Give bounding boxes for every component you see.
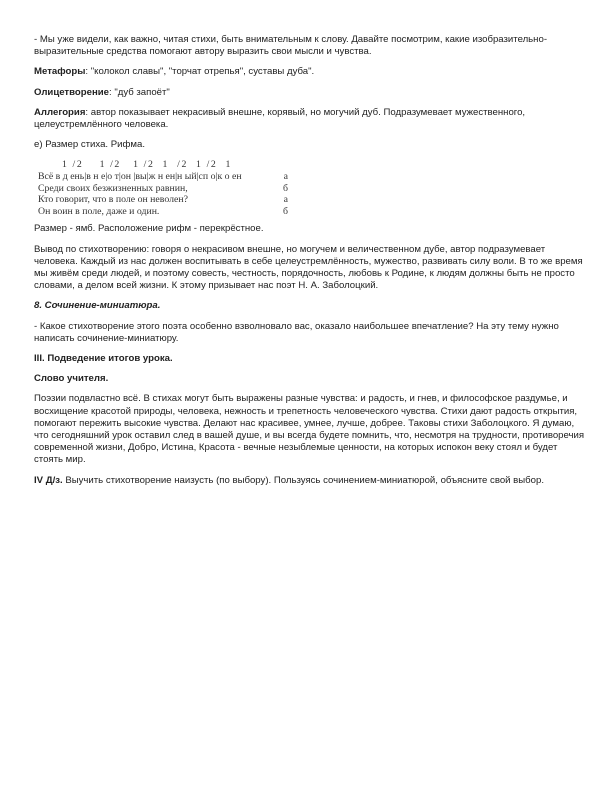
teacher-heading: Слово учителя. bbox=[34, 373, 109, 385]
metaphors-text: : "колокол славы", "торчат отрепья", суставы дуба". bbox=[85, 66, 315, 78]
essay-paragraph: - Какое стихотворение этого поэта особенно взволновало вас, оказало наибольшее впечатление? На эту тему нужно написать сочинение-миниатюру. bbox=[34, 320, 559, 344]
metaphors-paragraph bbox=[34, 66, 586, 78]
essay-heading: 8. Сочинение-миниатюра. bbox=[34, 300, 161, 312]
rhyme-mark: б bbox=[283, 182, 288, 194]
personification-text: : "дуб запоёт" bbox=[109, 86, 170, 98]
metaphors-label: Метафоры bbox=[34, 66, 86, 78]
rhyme-mark: а bbox=[283, 194, 288, 206]
verse-row bbox=[38, 183, 288, 195]
verse-row bbox=[38, 171, 288, 183]
allegory-paragraph bbox=[34, 107, 586, 131]
meter-heading: е) Размер стиха. Рифма. bbox=[34, 139, 145, 151]
conclusion-paragraph: Вывод по стихотворению: говоря о некрасивом внешне, но могучем и величественном дубе, автор подразумевает человека. Каждый из нас должен воспитывать в себе целеустремлённость, мужество, развивать силу воли. В то же время мы живём среди людей, и поэтому совесть, честность, порядочность, любовь к Родине, к людям должны быть не просто словами, а делом всей жизни. К этому призывает нас поэт Н. А. Заболоцкий. bbox=[34, 243, 583, 292]
verse-row bbox=[38, 194, 288, 206]
rhyme-mark: а bbox=[283, 171, 288, 183]
rhyme-mark: б bbox=[283, 205, 288, 217]
verse-row bbox=[38, 206, 288, 218]
homework-text: Выучить стихотворение наизусть (по выбору). Пользуясь сочинением-миниатюрой, объясните свой выбор. bbox=[62, 474, 545, 486]
allegory-text: : автор показывает некрасивый внешне, корявый, но могучий дуб. Подразумевает мужественного, целеустремлённого человека. bbox=[34, 106, 526, 131]
intro-paragraph: - Мы уже видели, как важно, читая стихи, быть внимательным к слову. Давайте посмотрим, какие изобразительно-выразительные средства помогают автору выразить свои мысли и чувства. bbox=[34, 34, 548, 58]
allegory-label: Аллегория bbox=[34, 106, 86, 118]
meter-result: Размер - ямб. Расположение рифм - перекрёстное. bbox=[34, 223, 264, 235]
personification-label: Олицетворение bbox=[34, 86, 109, 98]
personification-paragraph bbox=[34, 87, 586, 99]
teacher-paragraph: Поэзии подвластно всё. В стихах могут быть выражены разные чувства: и радость, и гнев, и философское раздумье, и восхищение красотой природы, человека, нежность и трепетность человеческого чувства. Стихи дают радость открытия, помогают пережить высокие чувства. Делают нас красивее, умнее, лучше, добрее. Таковы стихи Заболоцкого. Я думаю, что сегодняшний урок оставил след в вашей душе, и вы всегда будете помнить, что, несмотря на трудности, противоречия современной жизни, Добро, Истина, Красота - вечные незыблемые ценности, на которых испокон веку стоял и будет стоять мир. bbox=[34, 393, 585, 466]
verse-line: Среди своих безжизненных равнин, bbox=[38, 182, 188, 194]
meter-marks: 1 /2 1 /2 1 /2 1 /2 1 /2 1 bbox=[62, 159, 233, 171]
document-page bbox=[34, 34, 586, 495]
verse-line: Всё в д ень|в н е|о т|он |вы|ж н ен|н ый|сп о|к о ен bbox=[38, 171, 242, 183]
summary-heading: III. Подведение итогов урока. bbox=[34, 353, 173, 365]
homework-paragraph bbox=[34, 475, 586, 487]
homework-label: IV Д/з. bbox=[34, 474, 63, 486]
verse-line: Кто говорит, что в поле он неволен? bbox=[38, 194, 188, 206]
scansion-figure bbox=[38, 159, 288, 217]
verse-line: Он воин в поле, даже и один. bbox=[38, 205, 160, 217]
